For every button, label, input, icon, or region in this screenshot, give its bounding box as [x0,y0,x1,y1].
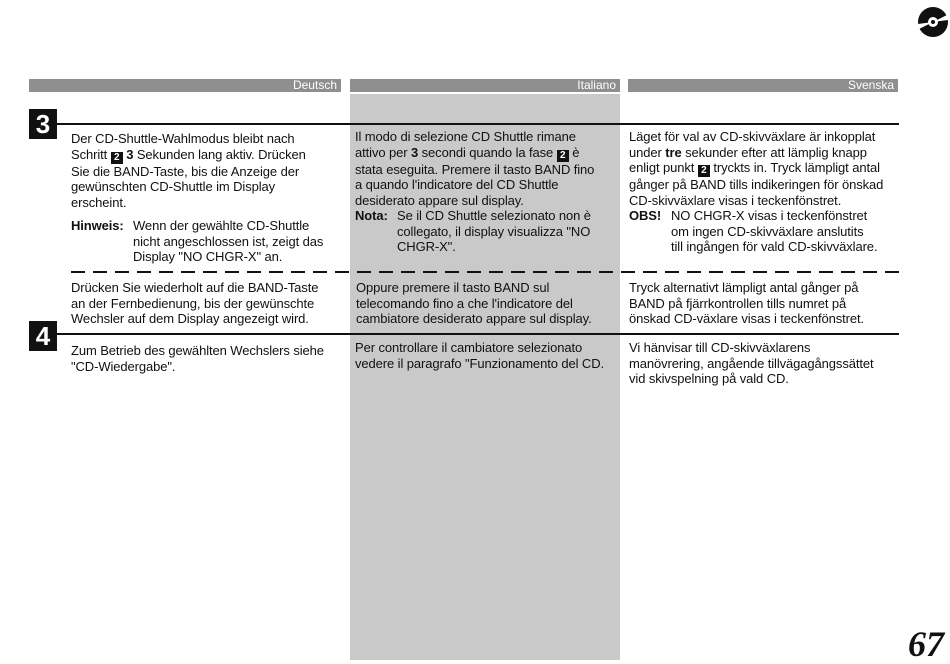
alternative-italiano-text: Oppure premere il tasto BAND sul telecomando fino a che l'indicatore del cambiatore desiderato appare sul display. [356,280,592,326]
language-header-italiano: Italiano [350,79,620,92]
step-3-italiano-note-label: Nota: [355,208,388,223]
step-3-number: 3 [29,109,57,139]
step-3-svenska-note-label: OBS! [629,208,662,223]
page-number: 67 [908,624,944,664]
language-header-deutsch: Deutsch [29,79,341,92]
step-3-deutsch-note: Wenn der gewählte CD-Shuttle nicht angeschlossen ist, zeigt das Display "NO CHGR-X" an. [133,218,324,264]
step-ref-2: 2 [698,165,710,177]
step-3-svenska-text: Läget för val av CD-skivväxlare är inkopplat under tre sekunder efter att lämplig knapp enligt punkt 2 tryckts in. Tryck lämpligt antal gånger på BAND tills indikeringen för önskad CD-skivväxlare visas i teckenfönstret. [629,129,884,208]
alternative-deutsch-text: Drücken Sie wiederholt auf die BAND-Taste an der Fernbedienung, bis der gewünschte Wechsler auf dem Display angezeigt wird. [71,280,319,326]
step-3-deutsch-text: Der CD-Shuttle-Wahlmodus bleibt nach Schritt 2 3 Sekunden lang aktiv. Drücken Sie die BAND-Taste, bis die Anzeige der gewünschten CD-Shuttle im Display erscheint. [71,131,306,210]
step-3-svenska-note: NO CHGR-X visas i teckenfönstret om ingen CD-skivväxlare anslutits till ingången för vald CD-skivväxlare. [671,208,878,254]
step-4-rule [57,333,899,335]
step-ref-2: 2 [557,150,569,162]
alternative-svenska-text: Tryck alternativt lämpligt antal gånger på BAND på fjärrkontrollen tills numret på önskad CD-växlare visas i teckenfönstret. [629,280,865,326]
step-4-italiano-text: Per controllare il cambiatore selezionato vedere il paragrafo "Funzionamento del CD. [355,340,604,371]
cd-disc-icon [917,6,949,38]
alternative-separator [71,271,899,273]
language-header-svenska: Svenska [628,79,898,92]
step-3-deutsch-note-label: Hinweis: [71,218,124,233]
step-4-number: 4 [29,321,57,351]
step-4-svenska-text: Vi hänvisar till CD-skivväxlarens manövrering, angående tillvägagångssättet vid skivspelning på vald CD. [629,340,874,386]
step-4-deutsch-text: Zum Betrieb des gewählten Wechslers siehe "CD-Wiedergabe". [71,343,324,374]
step-3-rule [57,123,899,125]
step-3-italiano-text: Il modo di selezione CD Shuttle rimane attivo per 3 secondi quando la fase 2 è stata eseguita. Premere il tasto BAND fino a quando l'indicatore del CD Shuttle desiderato appare sul display. [355,129,595,208]
step-ref-2: 2 [111,152,123,164]
step-3-italiano-note: Se il CD Shuttle selezionato non è collegato, il display visualizza "NO CHGR-X". [397,208,591,254]
